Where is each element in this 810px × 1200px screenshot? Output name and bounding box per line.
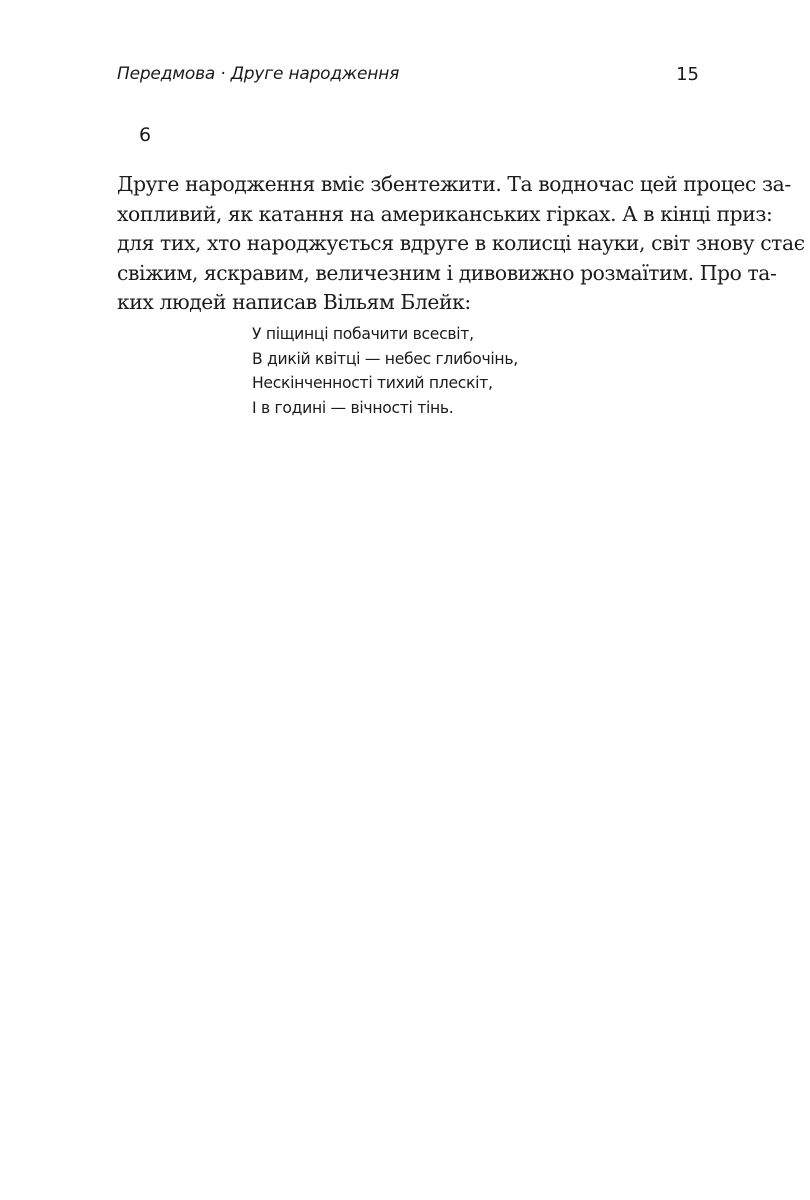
paragraph-line: Друге народження вміє збентежити. Та водночас цей процес за- <box>117 172 791 196</box>
body-paragraph <box>117 170 805 318</box>
paragraph-line: свіжим, яскравим, величезним і дивовижно розмаїтим. Про та- <box>117 260 777 285</box>
paragraph-line: для тих, хто народжується вдруге в колисці науки, світ знову стає <box>117 231 805 255</box>
paragraph-line: хопливий, як катання на американських гірках. А в кінці приз: <box>117 201 773 226</box>
section-number: 6 <box>139 124 152 146</box>
poem-verse: І в годині — вічності тінь. <box>252 398 454 417</box>
paragraph-line: ких людей написав Вільям Блейк: <box>117 290 471 314</box>
running-head: Передмова · Друге народження <box>117 64 400 84</box>
poem-verse: В дикій квітці — небес глибочінь, <box>252 349 518 368</box>
page-number: 15 <box>676 64 699 85</box>
poem-verse: У піщинці побачити всесвіт, <box>252 325 474 343</box>
poem-quote <box>252 322 518 420</box>
poem-verse: Нескінченності тихий плескіт, <box>252 374 493 392</box>
